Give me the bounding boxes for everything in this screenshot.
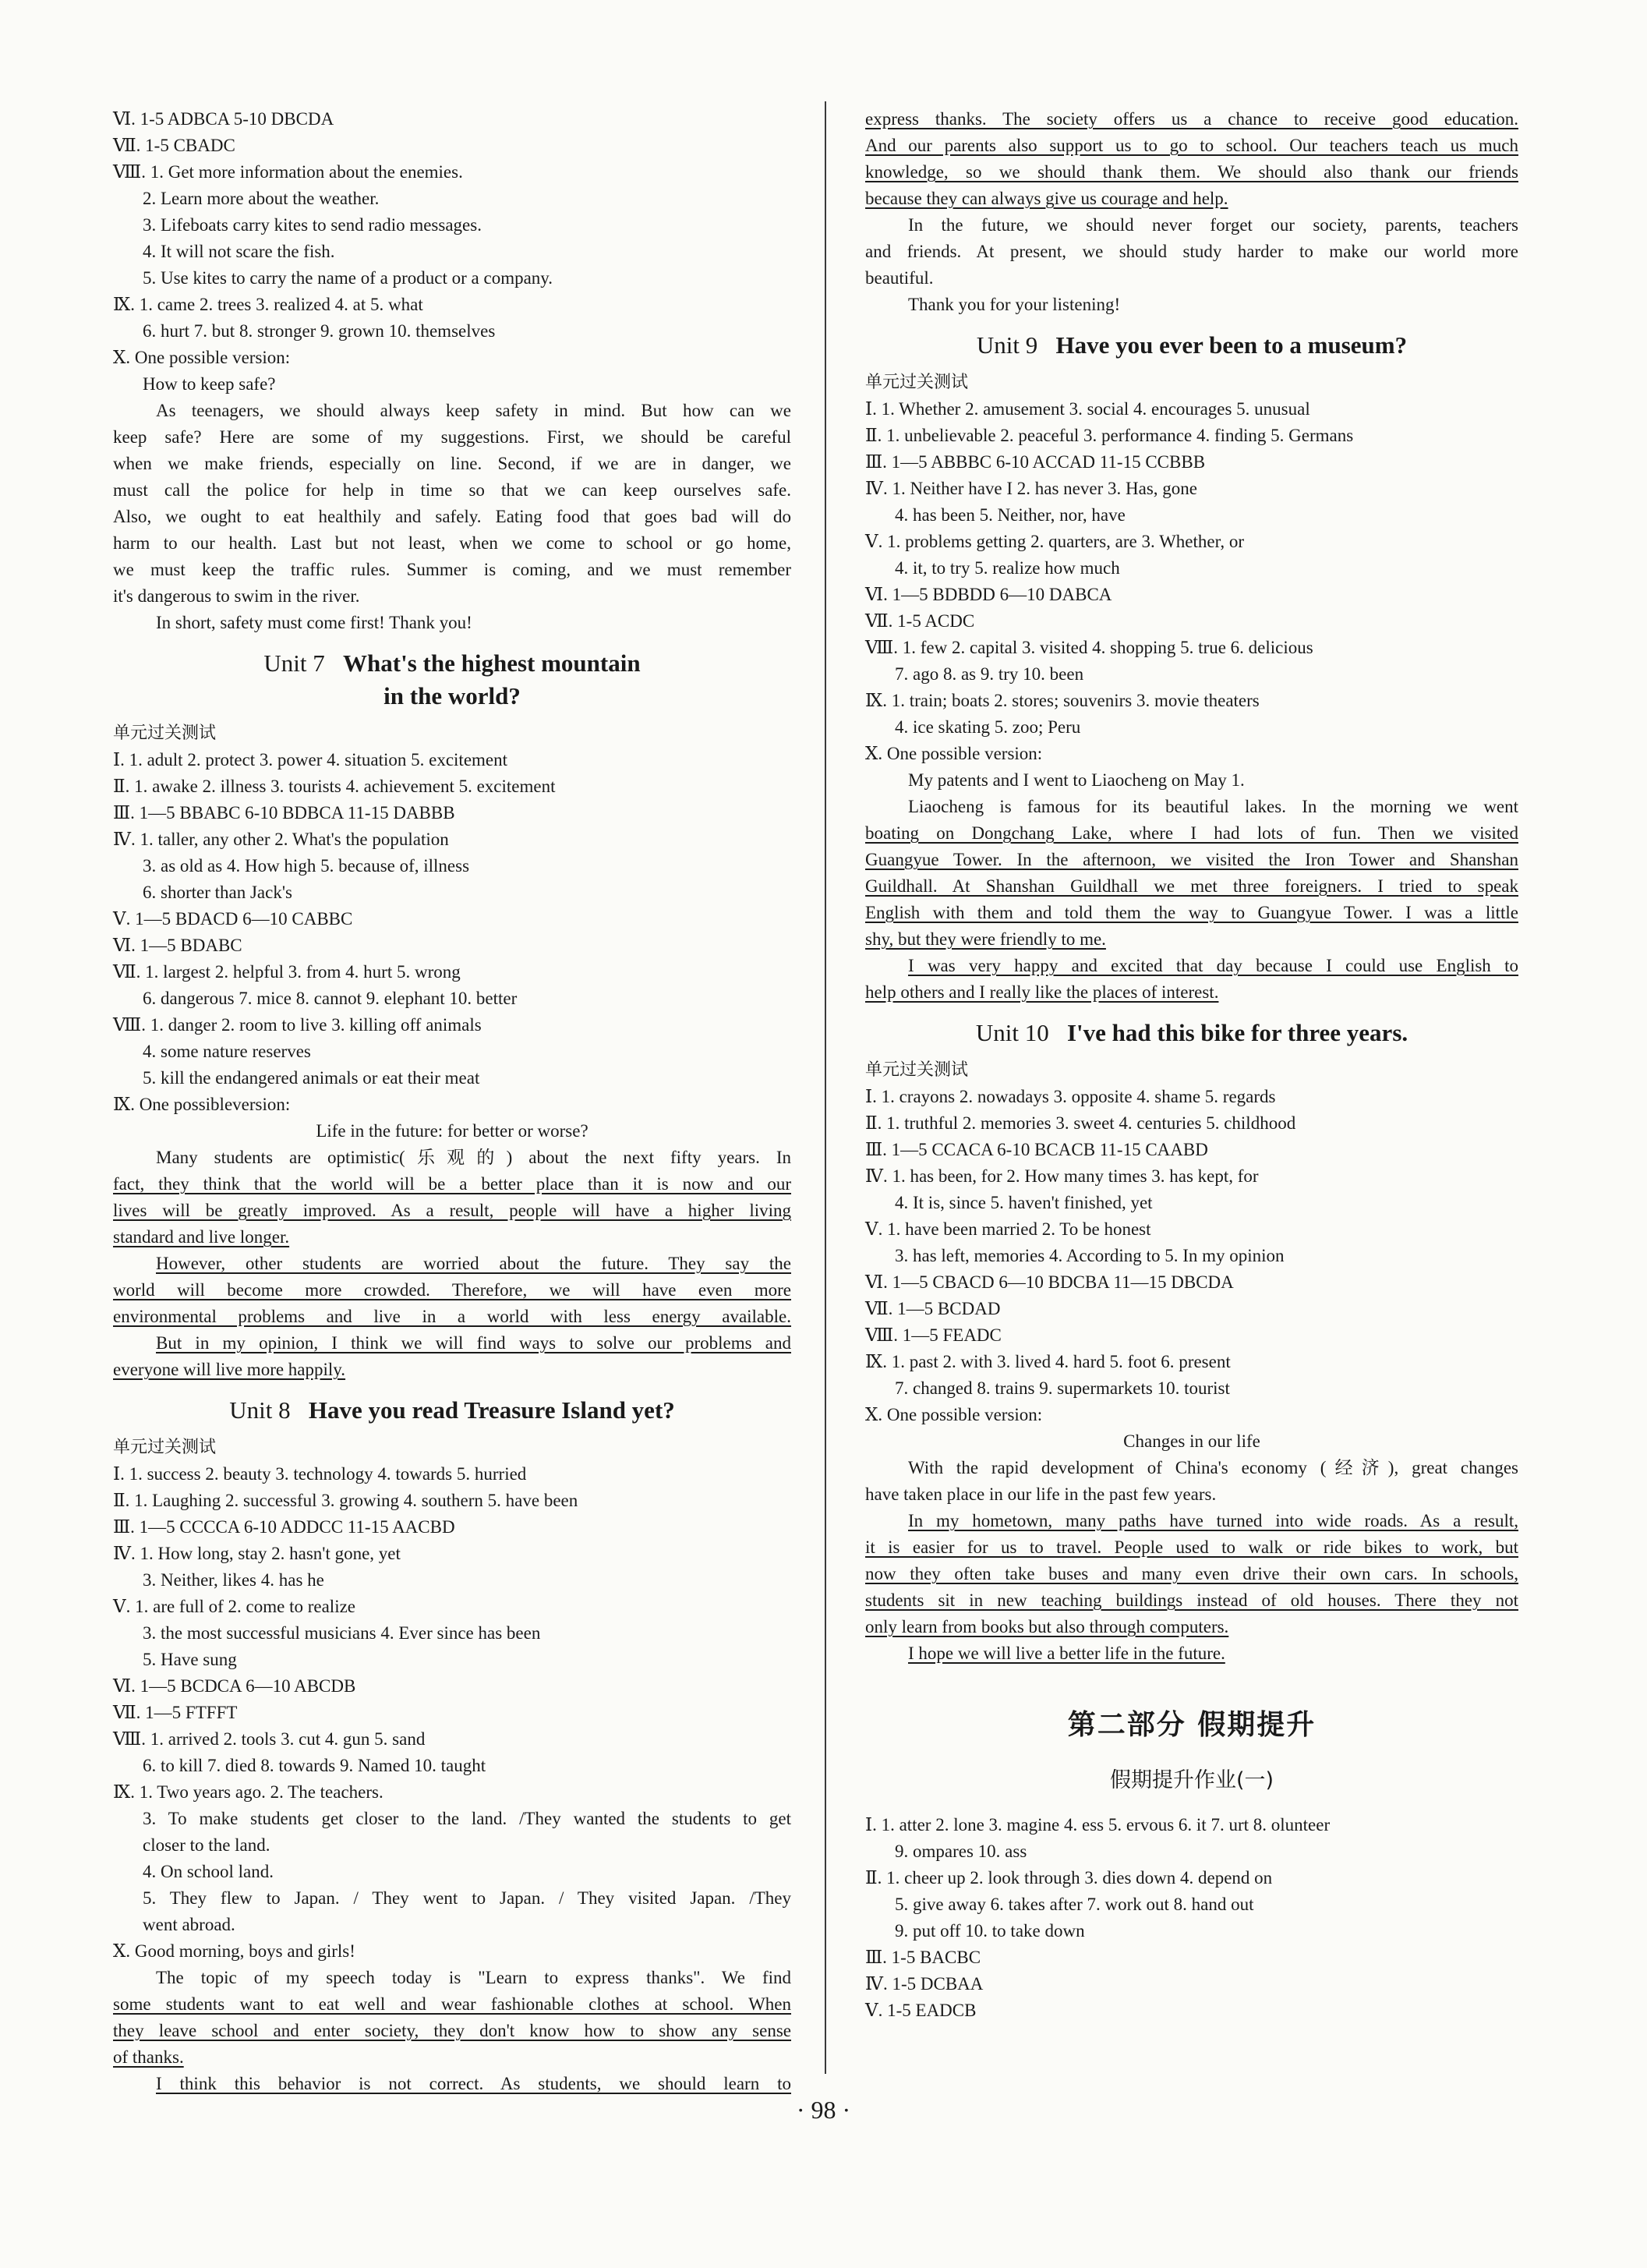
answer-line: it is easier for us to travel. People used to walk or ride bikes to work, but	[865, 1537, 1518, 1557]
answer-line: With the rapid development of China's economy (经济), great changes	[908, 1458, 1518, 1477]
answer-line: some students want to eat well and wear fashionable clothes at school. When	[113, 1994, 791, 2014]
answer-line: knowledge, so we should thank them. We should also thank our friends	[865, 162, 1518, 182]
answer-line: because they can always give us courage and help.	[865, 189, 1228, 208]
answer-line: and friends. At present, we should study harder to make our world more	[865, 242, 1518, 261]
answer-line: However, other students are worried about the future. They say the	[156, 1254, 791, 1273]
answer-line: it's dangerous to swim in the river.	[113, 586, 360, 606]
answer-line: Ⅶ. 1—5 BCDAD	[865, 1299, 1001, 1318]
answer-line: Ⅳ. 1-5 DCBAA	[865, 1974, 984, 1994]
answer-line: Guildhall. At Shanshan Guildhall we met three foreigners. I tried to speak	[865, 876, 1518, 896]
answer-line: Ⅱ. 1. truthful 2. memories 3. sweet 4. centuries 5. childhood	[865, 1113, 1296, 1133]
answer-line: Ⅲ. 1—5 ABBBC 6-10 ACCAD 11-15 CCBBB	[865, 452, 1206, 472]
answer-line: Ⅰ. 1. success 2. beauty 3. technology 4. towards 5. hurried	[113, 1464, 527, 1484]
answer-line: environmental problems and live in a world with less energy available.	[113, 1307, 791, 1326]
answer-line: shy, but they were friendly to me.	[865, 929, 1106, 949]
answer-line: Ⅰ. 1. crayons 2. nowadays 3. opposite 4. shame 5. regards	[865, 1087, 1276, 1106]
answer-line: when we make friends, especially on line. Second, if we are in danger, we	[113, 454, 791, 473]
answer-line: But in my opinion, I think we will find ways to solve our problems and	[156, 1333, 791, 1353]
answer-line: Ⅸ. 1. came 2. trees 3. realized 4. at 5. what	[113, 295, 423, 314]
unit-title-line2: in the world?	[383, 682, 521, 709]
answer-line: Ⅹ. One possible version:	[865, 744, 1043, 763]
answer-line: Life in the future: for better or worse?	[316, 1121, 588, 1141]
answer-line: Ⅱ. 1. unbelievable 2. peaceful 3. performance 4. finding 5. Germans	[865, 426, 1354, 445]
answer-line: everyone will live more happily.	[113, 1360, 346, 1379]
answer-line: Ⅸ. 1. train; boats 2. stores; souvenirs 3. movie theaters	[865, 691, 1260, 710]
answer-line: Ⅰ. 1. atter 2. lone 3. magine 4. ess 5. ervous 6. it 7. urt 8. olunteer	[865, 1815, 1331, 1835]
answer-line: lives will be greatly improved. As a result, people will have a higher living	[113, 1201, 791, 1220]
answer-line: 3. has left, memories 4. According to 5. In my opinion	[895, 1246, 1285, 1265]
answer-line: I hope we will live a better life in the future.	[908, 1644, 1225, 1663]
right-column	[865, 106, 1518, 2024]
answer-line: Ⅷ. 1. few 2. capital 3. visited 4. shopping 5. true 6. delicious	[865, 638, 1313, 657]
answer-line: keep safe? Here are some of my suggestions. First, we should be careful	[113, 427, 791, 447]
unit-title: Have you ever been to a museum?	[1055, 331, 1408, 359]
answer-line: express thanks. The society offers us a chance to receive good education.	[865, 109, 1518, 129]
unit-number: Unit 7	[263, 649, 325, 677]
unit-heading	[113, 647, 791, 713]
answer-line: As teenagers, we should always keep safety in mind. But how can we	[156, 401, 791, 420]
answer-line: Liaocheng is famous for its beautiful lakes. In the morning we went	[908, 797, 1518, 816]
answer-line: Ⅵ. 1—5 CBACD 6—10 BDCBA 11—15 DBCDA	[865, 1272, 1234, 1292]
answer-line: students sit in new teaching buildings instead of old houses. There they not	[865, 1590, 1518, 1610]
answer-line: must call the police for help in time so that we can keep ourselves safe.	[113, 480, 791, 500]
answer-line: closer to the land.	[143, 1835, 270, 1855]
answer-line: now they often take buses and many even drive their own cars. In schools,	[865, 1564, 1518, 1583]
answer-line: How to keep safe?	[143, 374, 276, 394]
answer-line: 9. put off 10. to take down	[895, 1921, 1085, 1941]
unit-heading	[113, 1394, 791, 1427]
answer-line: Ⅱ. 1. cheer up 2. look through 3. dies down 4. depend on	[865, 1868, 1273, 1888]
section-heading: 单元过关测试	[865, 1060, 969, 1080]
answer-line: 5. give away 6. takes after 7. work out 8. hand out	[895, 1895, 1254, 1914]
unit-number: Unit 10	[975, 1019, 1049, 1046]
answer-line: Ⅴ. 1. are full of 2. come to realize	[113, 1597, 356, 1616]
answer-line: help others and I really like the places of interest.	[865, 982, 1219, 1002]
answer-line: The topic of my speech today is "Learn to express thanks". We find	[156, 1968, 791, 1987]
answer-line: Ⅰ. 1. Whether 2. amusement 3. social 4. encourages 5. unusual	[865, 399, 1310, 419]
answer-line: standard and live longer.	[113, 1227, 290, 1247]
answer-line: Ⅱ. 1. awake 2. illness 3. tourists 4. achievement 5. excitement	[113, 777, 556, 796]
answer-line: Ⅷ. 1. danger 2. room to live 3. killing off animals	[113, 1015, 482, 1035]
answer-line: Ⅷ. 1. Get more information about the enemies.	[113, 162, 463, 182]
answer-line: Ⅲ. 1-5 BACBC	[865, 1948, 981, 1967]
answer-line: Ⅴ. 1. have been married 2. To be honest	[865, 1219, 1151, 1239]
answer-line: I think this behavior is not correct. As students, we should learn to	[156, 2074, 791, 2093]
answer-line: Ⅵ. 1—5 BDBDD 6—10 DABCA	[865, 585, 1112, 604]
answer-line: Ⅶ. 1—5 FTFFT	[113, 1703, 238, 1722]
answer-line: 7. ago 8. as 9. try 10. been	[895, 664, 1084, 684]
answer-line: we must keep the traffic rules. Summer is coming, and we must remember	[113, 560, 791, 579]
unit-heading	[865, 1017, 1518, 1049]
answer-line: Ⅳ. 1. How long, stay 2. hasn't gone, yet	[113, 1544, 401, 1563]
answer-line: have taken place in our life in the past few years.	[865, 1484, 1217, 1504]
unit-title: What's the highest mountain	[343, 649, 641, 677]
answer-line: 3. To make students get closer to the land. /They wanted the students to get	[143, 1809, 791, 1828]
answer-line: 5. Use kites to carry the name of a product or a company.	[143, 268, 553, 288]
answer-line: harm to our health. Last but not least, when we come to school or go home,	[113, 533, 791, 553]
answer-line: Ⅶ. 1-5 CBADC	[113, 136, 235, 155]
answer-line: 9. ompares 10. ass	[895, 1842, 1027, 1861]
answer-line: Ⅸ. One possibleversion:	[113, 1095, 291, 1114]
part-heading: 第二部分 假期提升	[1067, 1708, 1317, 1741]
answer-line: 5. kill the endangered animals or eat their meat	[143, 1068, 480, 1088]
answer-line: Ⅹ. Good morning, boys and girls!	[113, 1941, 355, 1961]
answer-line: Changes in our life	[1123, 1431, 1260, 1451]
answer-line: Ⅶ. 1-5 ACDC	[865, 611, 975, 631]
answer-line: Ⅳ. 1. has been, for 2. How many times 3. has kept, for	[865, 1166, 1259, 1186]
answer-line: world will become more crowded. Therefore, we will have even more	[113, 1280, 791, 1300]
answer-line: Ⅲ. 1—5 BBABC 6-10 BDBCA 11-15 DABBB	[113, 803, 455, 823]
answer-line: Ⅵ. 1-5 ADBCA 5-10 DBCDA	[113, 109, 334, 129]
answer-line: Ⅳ. 1. Neither have I 2. has never 3. Has, gone	[865, 479, 1197, 498]
answer-line: Thank you for your listening!	[908, 295, 1121, 314]
answer-line: In my hometown, many paths have turned into wide roads. As a result,	[908, 1511, 1518, 1530]
answer-line: 6. to kill 7. died 8. towards 9. Named 10. taught	[143, 1756, 486, 1775]
answer-line: Also, we ought to eat healthily and safely. Eating food that goes bad will do	[113, 507, 791, 526]
answer-line: Ⅵ. 1—5 BDABC	[113, 936, 242, 955]
unit-title: I've had this bike for three years.	[1066, 1019, 1408, 1046]
left-column	[113, 106, 791, 2097]
answer-line: Ⅷ. 1—5 FEADC	[865, 1325, 1002, 1345]
answer-line: only learn from books but also through computers.	[865, 1617, 1229, 1636]
answer-line: 4. some nature reserves	[143, 1042, 311, 1061]
section-heading: 单元过关测试	[865, 373, 969, 392]
answer-line: Ⅹ. One possible version:	[113, 348, 291, 367]
section-heading: 单元过关测试	[113, 1438, 217, 1457]
answer-line: Many students are optimistic(乐观的) about the next fifty years. In	[156, 1148, 791, 1167]
answer-line: In short, safety must come first! Thank you!	[156, 613, 472, 632]
answer-line: 4. It will not scare the fish.	[143, 242, 335, 261]
answer-line: 6. shorter than Jack's	[143, 883, 292, 902]
answer-line: 6. hurt 7. but 8. stronger 9. grown 10. themselves	[143, 321, 496, 341]
answer-line: 4. It is, since 5. haven't finished, yet	[895, 1193, 1153, 1212]
answer-line: boating on Dongchang Lake, where I had lots of fun. Then we visited	[865, 823, 1518, 843]
answer-line: Ⅸ. 1. Two years ago. 2. The teachers.	[113, 1782, 383, 1802]
answer-line: And our parents also support us to go to school. Our teachers teach us much	[865, 136, 1518, 155]
answer-line: Ⅱ. 1. Laughing 2. successful 3. growing 4. southern 5. have been	[113, 1491, 578, 1510]
answer-line: 4. On school land.	[143, 1862, 274, 1881]
answer-line: 3. Lifeboats carry kites to send radio messages.	[143, 215, 482, 235]
answer-line: fact, they think that the world will be a better place than it is now and our	[113, 1174, 791, 1194]
answer-line: 7. changed 8. trains 9. supermarkets 10. tourist	[895, 1378, 1230, 1398]
answer-line: 4. ice skating 5. zoo; Peru	[895, 717, 1081, 737]
answer-line: Ⅳ. 1. taller, any other 2. What's the population	[113, 830, 449, 849]
unit-heading	[865, 329, 1518, 362]
unit-title: Have you read Treasure Island yet?	[308, 1396, 675, 1424]
answer-line: Ⅸ. 1. past 2. with 3. lived 4. hard 5. foot 6. present	[865, 1352, 1231, 1371]
answer-line: Ⅵ. 1—5 BCDCA 6—10 ABCDB	[113, 1676, 356, 1696]
answer-line: 5. They flew to Japan. / They went to Japan. / They visited Japan. /They	[143, 1888, 791, 1908]
answer-line: 4. it, to try 5. realize how much	[895, 558, 1120, 578]
answer-line: My patents and I went to Liaocheng on May 1.	[908, 770, 1245, 790]
answer-line: Ⅴ. 1—5 BDACD 6—10 CABBC	[113, 909, 353, 929]
answer-line: In the future, we should never forget our society, parents, teachers	[908, 215, 1518, 235]
answer-line: 2. Learn more about the weather.	[143, 189, 380, 208]
answer-line: Ⅴ. 1. problems getting 2. quarters, are 3. Whether, or	[865, 532, 1244, 551]
section-heading: 单元过关测试	[113, 724, 217, 743]
answer-line: English with them and told them the way to Guangyue Tower. I was a little	[865, 903, 1518, 922]
answer-line: beautiful.	[865, 268, 934, 288]
page-number: · 98 ·	[796, 2096, 851, 2124]
answer-line: I was very happy and excited that day because I could use English to	[908, 956, 1518, 975]
answer-line: 5. Have sung	[143, 1650, 237, 1669]
answer-line: Ⅲ. 1—5 CCCCA 6-10 ADDCC 11-15 AACBD	[113, 1517, 455, 1537]
answer-line: 3. as old as 4. How high 5. because of, illness	[143, 856, 470, 876]
unit-number: Unit 9	[976, 331, 1038, 359]
answer-line: 6. dangerous 7. mice 8. cannot 9. elephant 10. better	[143, 989, 518, 1008]
answer-line: 3. the most successful musicians 4. Ever since has been	[143, 1623, 541, 1643]
unit-number: Unit 8	[229, 1396, 291, 1424]
answer-line: Guangyue Tower. In the afternoon, we visited the Iron Tower and Shanshan	[865, 850, 1518, 869]
answer-line: went abroad.	[143, 1915, 235, 1934]
answer-line: Ⅹ. One possible version:	[865, 1405, 1043, 1424]
answer-line: Ⅲ. 1—5 CCACA 6-10 BCACB 11-15 CAABD	[865, 1140, 1208, 1159]
answer-line: 4. has been 5. Neither, nor, have	[895, 505, 1126, 525]
answer-line: they leave school and enter society, they don't know how to show any sense	[113, 2021, 791, 2040]
answer-line: of thanks.	[113, 2047, 184, 2067]
answer-line: Ⅴ. 1-5 EADCB	[865, 2001, 977, 2020]
answer-line: Ⅷ. 1. arrived 2. tools 3. cut 4. gun 5. sand	[113, 1729, 426, 1749]
answer-line: 3. Neither, likes 4. has he	[143, 1570, 324, 1590]
answer-line: Ⅶ. 1. largest 2. helpful 3. from 4. hurt 5. wrong	[113, 962, 461, 982]
subpart-heading: 假期提升作业(一)	[1109, 1768, 1274, 1792]
column-divider	[825, 101, 826, 2074]
answer-line: Ⅰ. 1. adult 2. protect 3. power 4. situation 5. excitement	[113, 750, 508, 770]
